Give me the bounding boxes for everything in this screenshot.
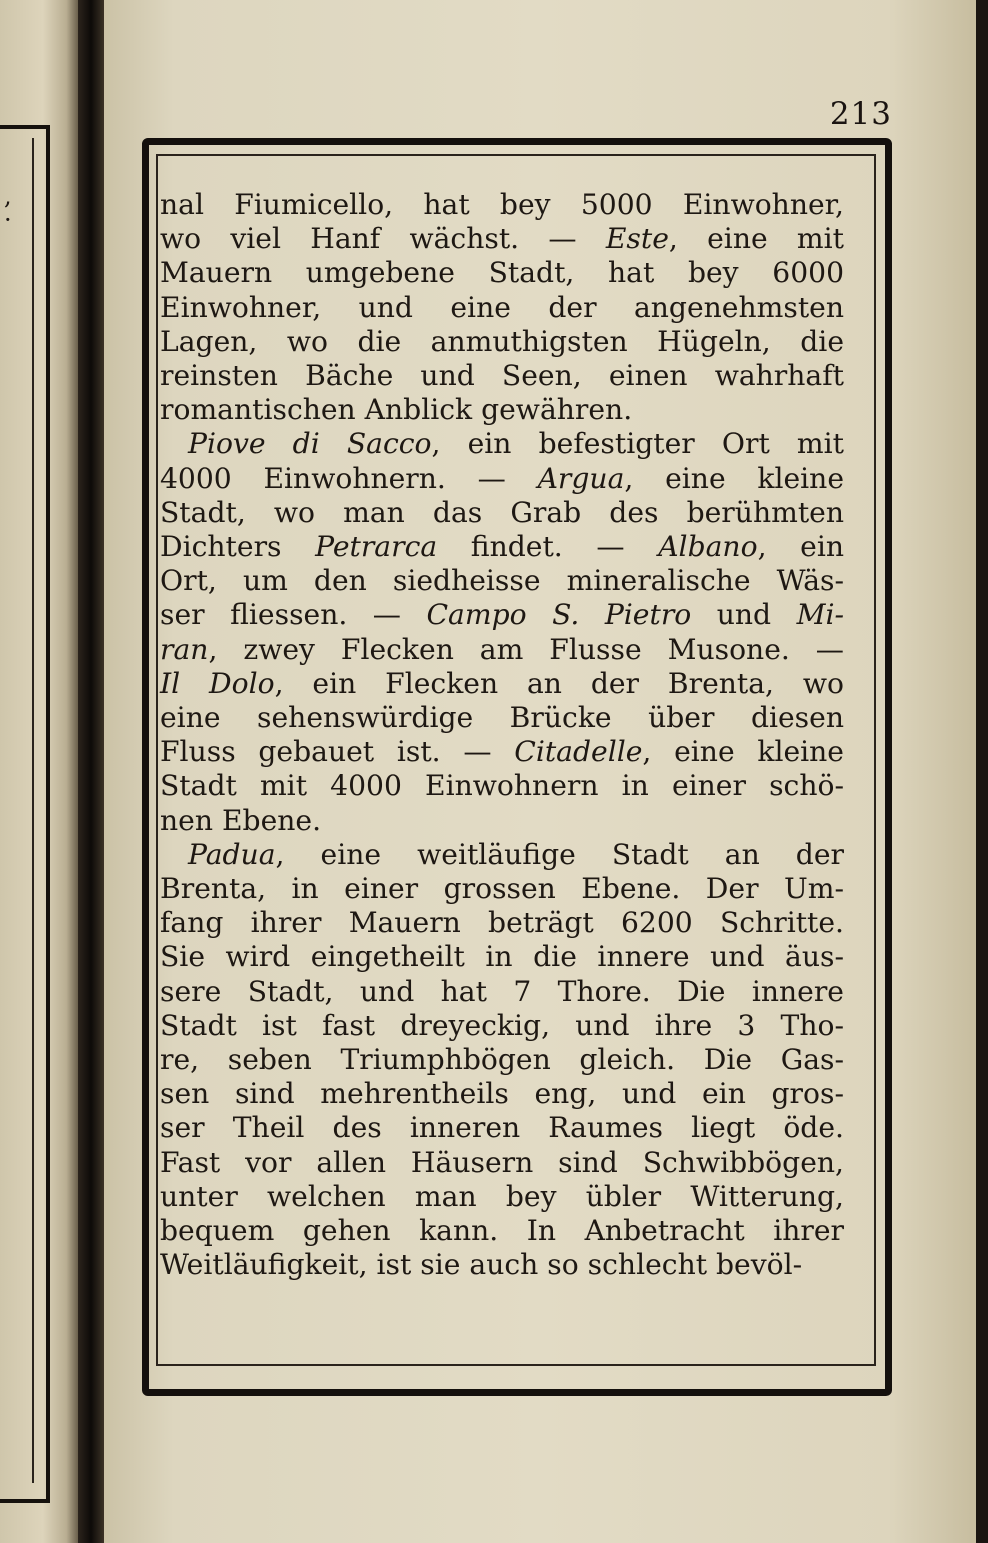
text-segment: sen sind mehrentheils eng, und ein gros-: [160, 1077, 844, 1111]
text-segment: Fluss gebauet ist. —: [160, 735, 515, 769]
text-line: [160, 564, 844, 598]
text-line: [160, 1248, 844, 1282]
text-line: [160, 359, 844, 393]
italic-place-name: Campo S. Pietro: [426, 598, 692, 632]
text-segment: sere Stadt, und hat 7 Thore. Die innere: [160, 974, 844, 1008]
text-line: [160, 188, 844, 222]
text-line: [160, 667, 844, 701]
text-line: [160, 701, 844, 735]
text-segment: Stadt mit 4000 Einwohnern in einer schö-: [160, 769, 844, 803]
text-segment: , zwey Flecken am Flusse Musone. —: [208, 632, 844, 666]
text-segment: , eine kleine: [624, 461, 844, 495]
text-line: [160, 393, 844, 427]
italic-place-name: Piove di Sacco: [188, 427, 432, 461]
text-line: [160, 872, 844, 906]
text-segment: , eine mit: [668, 222, 844, 256]
text-segment: 4000 Einwohnern. —: [160, 461, 538, 495]
text-line: [160, 598, 844, 632]
text-segment: nen Ebene.: [160, 803, 322, 837]
left-page-frame-inner: [0, 138, 34, 1483]
text-segment: Sie wird eingetheilt in die innere und äus-: [160, 940, 844, 974]
text-line: [160, 1214, 844, 1248]
text-segment: Ort, um den siedheisse mineralische Wäs-: [160, 564, 844, 598]
text-line: [160, 838, 844, 872]
text-segment: romantischen Anblick gewähren.: [160, 393, 633, 427]
text-line: [160, 1111, 844, 1145]
text-line: [160, 222, 844, 256]
italic-place-name: Albano: [658, 530, 758, 564]
page-edge: [976, 0, 988, 1543]
text-segment: eine sehenswürdige Brücke über diesen: [160, 701, 844, 735]
text-segment: , ein Flecken an der Brenta, wo: [274, 666, 844, 700]
text-segment: , ein: [757, 530, 844, 564]
italic-place-name: Petrarca: [315, 530, 438, 564]
italic-place-name: ran: [160, 632, 209, 666]
text-segment: und: [691, 598, 797, 632]
italic-place-name: Padua: [188, 837, 276, 871]
text-segment: re, seben Triumphbögen gleich. Die Gas-: [160, 1043, 844, 1077]
text-line: [160, 291, 844, 325]
text-line: [160, 256, 844, 290]
text-line: [160, 1146, 844, 1180]
text-segment: , eine weitläufige Stadt an der: [275, 837, 844, 871]
text-segment: ser Theil des inneren Raumes liegt öde.: [160, 1111, 844, 1145]
italic-place-name: Il Dolo: [160, 666, 275, 700]
text-line: [160, 496, 844, 530]
text-line: [160, 804, 844, 838]
italic-place-name: Argua: [537, 461, 625, 495]
text-line: [160, 462, 844, 496]
text-line: [160, 906, 844, 940]
text-segment: , ein befestigter Ort mit: [431, 427, 844, 461]
text-segment: Stadt ist fast dreyeckig, und ihre 3 Tho-: [160, 1008, 844, 1042]
text-segment: nal Fiumicello, hat bey 5000 Einwohner,: [160, 188, 844, 221]
page-number: 213: [829, 96, 892, 132]
text-line: [160, 1077, 844, 1111]
text-line: [160, 1009, 844, 1043]
text-segment: Stadt, wo man das Grab des berühmten: [160, 495, 844, 529]
text-line: [160, 427, 844, 461]
paragraph: [160, 427, 844, 837]
text-line: [160, 940, 844, 974]
text-line: [160, 1043, 844, 1077]
paragraph: [160, 188, 844, 427]
italic-place-name: Citadelle: [514, 735, 643, 769]
paragraph: [160, 838, 844, 1283]
text-line: [160, 975, 844, 1009]
text-segment: Brenta, in einer grossen Ebene. Der Um-: [160, 872, 844, 906]
text-segment: bequem gehen kann. In Anbetracht ihrer: [160, 1214, 844, 1248]
left-page-mark: ,: [4, 182, 12, 210]
text-line: [160, 325, 844, 359]
text-segment: Fast vor allen Häusern sind Schwibbögen,: [160, 1145, 844, 1179]
text-segment: Weitläufigkeit, ist sie auch so schlecht bevöl-: [160, 1248, 803, 1282]
text-segment: Lagen, wo die anmuthigsten Hügeln, die: [160, 324, 844, 358]
text-segment: unter welchen man bey übler Witterung,: [160, 1179, 844, 1213]
text-line: [160, 633, 844, 667]
text-segment: Dichters: [160, 530, 316, 564]
italic-place-name: Este: [605, 222, 669, 256]
italic-place-name: Mi-: [796, 598, 844, 632]
text-line: [160, 735, 844, 769]
text-segment: reinsten Bäche und Seen, einen wahrhaft: [160, 359, 844, 393]
text-line: [160, 1180, 844, 1214]
text-line: [160, 769, 844, 803]
text-segment: ser fliessen. —: [160, 598, 427, 632]
book-gutter: [78, 0, 104, 1543]
text-segment: Einwohner, und eine der angenehmsten: [160, 290, 844, 324]
text-segment: , eine kleine: [642, 735, 844, 769]
text-segment: Mauern umgebene Stadt, hat bey 6000: [160, 256, 844, 290]
body-text: [160, 188, 844, 1283]
left-page-mark: ·: [4, 206, 12, 234]
text-segment: wo viel Hanf wächst. —: [160, 222, 606, 256]
text-segment: findet. —: [437, 530, 659, 564]
text-line: [160, 530, 844, 564]
left-facing-page: [0, 0, 78, 1543]
text-segment: fang ihrer Mauern beträgt 6200 Schritte.: [160, 906, 844, 940]
